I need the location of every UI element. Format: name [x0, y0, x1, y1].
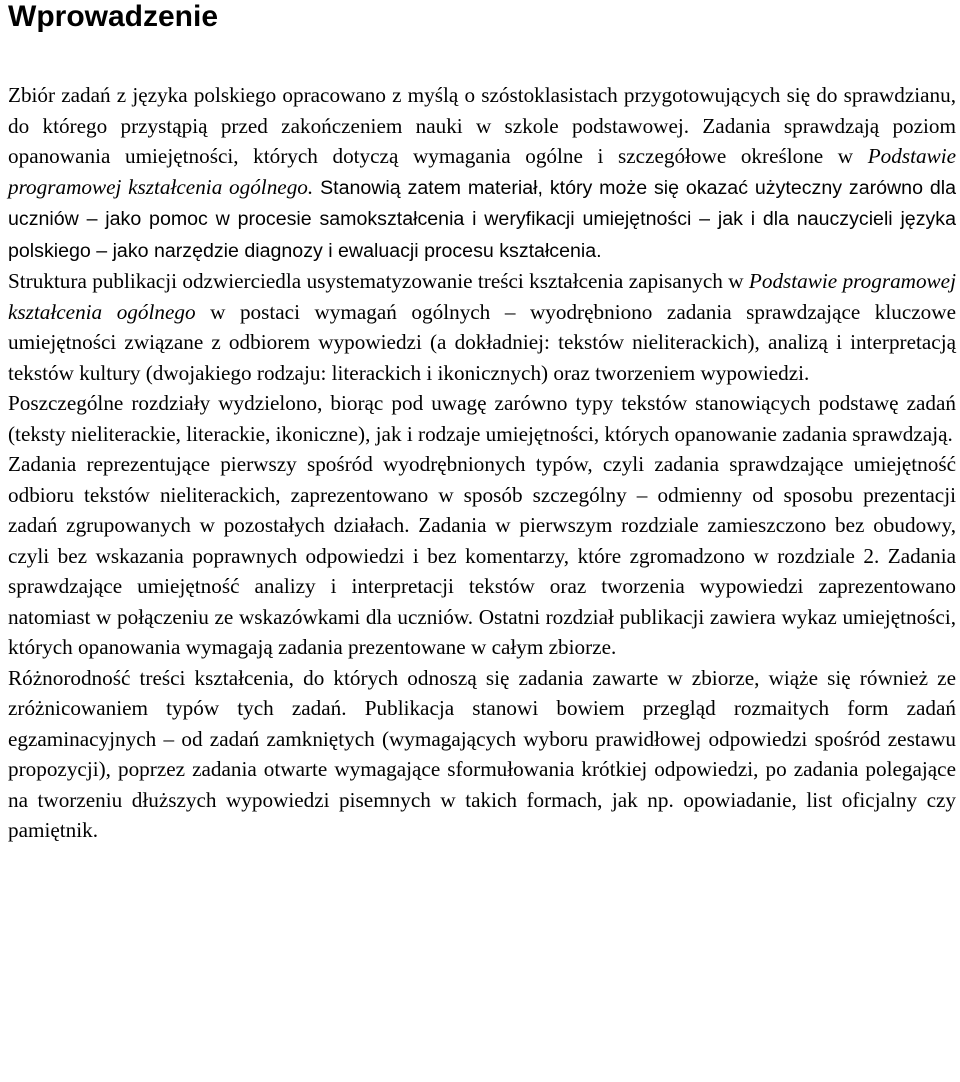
- paragraph-chapters: Poszczególne rozdziały wydzielono, biorąc pod uwagę zarówno typy tekstów stanowiących podstawę zadań (teksty nieliterackie, literackie, ikoniczne), jak i rodzaje umiejętności, których opanowanie zadania sprawdzają.: [8, 391, 956, 446]
- title-reference: Podstawie programowej kształcenia ogólnego: [8, 269, 956, 324]
- document-page: [8, 0, 956, 846]
- document-body: [8, 80, 956, 846]
- paragraph-diversity: Różnorodność treści kształcenia, do których odnoszą się zadania zawarte w zbiorze, wiąże się również ze zróżnicowaniem typów tych zadań. Publikacja stanowi bowiem przegląd rozmaitych form zadań egzaminacyjnych – od zadań zamkniętych (wymagających wyboru prawidłowej odpowiedzi spośród zestawu propozycji), poprzez zadania otwarte wymagające sformułowania krótkiej odpowiedzi, po zadania polegające na tworzeniu dłuższych wypowiedzi pisemnych w takich formach, jak np. opowiadanie, list oficjalny czy pamiętnik.: [8, 665, 956, 842]
- paragraph-intro: [8, 80, 956, 266]
- paragraph-structure: [8, 266, 956, 388]
- page-title: Wprowadzenie: [8, 0, 219, 33]
- paragraph-intro-text: Zbiór zadań z języka polskiego opracowano z myślą o szóstoklasistach przygotowujących się do sprawdzianu, do którego przystąpią przed zakończeniem nauki w szkole podstawowej. Zadania sprawdzają poziom opanowania umiejętności, których dotyczą wymagania ogólne i szczegółowe określone w: [8, 83, 956, 168]
- paragraph-tasks: Zadania reprezentujące pierwszy spośród wyodrębnionych typów, czyli zadania sprawdzające umiejętność odbioru tekstów nieliterackich, zaprezentowano w sposób szczególny – odmienny od sposobu prezentacji zadań zgrupowanych w pozostałych działach. Zadania w pierwszym rozdziale zamieszczono bez obudowy, czyli bez wskazania poprawnych odpowiedzi i bez komentarzy, które zgromadzono w rozdziale 2. Zadania sprawdzające umiejętność analizy i interpretacji tekstów oraz tworzenia wypowiedzi zaprezentowano natomiast w połączeniu ze wskazówkami dla uczniów. Ostatni rozdział publikacji zawiera wykaz umiejętności, których opanowania wymagają zadania prezentowane w całym zbiorze.: [8, 452, 956, 659]
- title-reference: Podstawie programowej kształcenia ogólnego: [8, 144, 956, 199]
- paragraph-intro-continued: Stanowią zatem materiał, który może się okazać użyteczny zarówno dla uczniów – jako pomoc w procesie samokształcenia i weryfikacji umiejętności – jak i dla nauczycieli języka polskiego – jako narzędzie diagnozy i ewaluacji procesu kształcenia.: [8, 176, 956, 262]
- paragraph-structure-continued: w postaci wymagań ogólnych – wyodrębniono zadania sprawdzające kluczowe umiejętności związane z odbiorem wypowiedzi (a dokładniej: tekstów nieliterackich), analizą i interpretacją tekstów kultury (dwojakiego rodzaju: literackich i ikonicznych) oraz tworzeniem wypowiedzi.: [8, 299, 956, 385]
- paragraph-intro-dot: .: [307, 174, 314, 199]
- paragraph-structure-text: Struktura publikacji odzwierciedla usystematyzowanie treści kształcenia zapisanych w: [8, 269, 749, 293]
